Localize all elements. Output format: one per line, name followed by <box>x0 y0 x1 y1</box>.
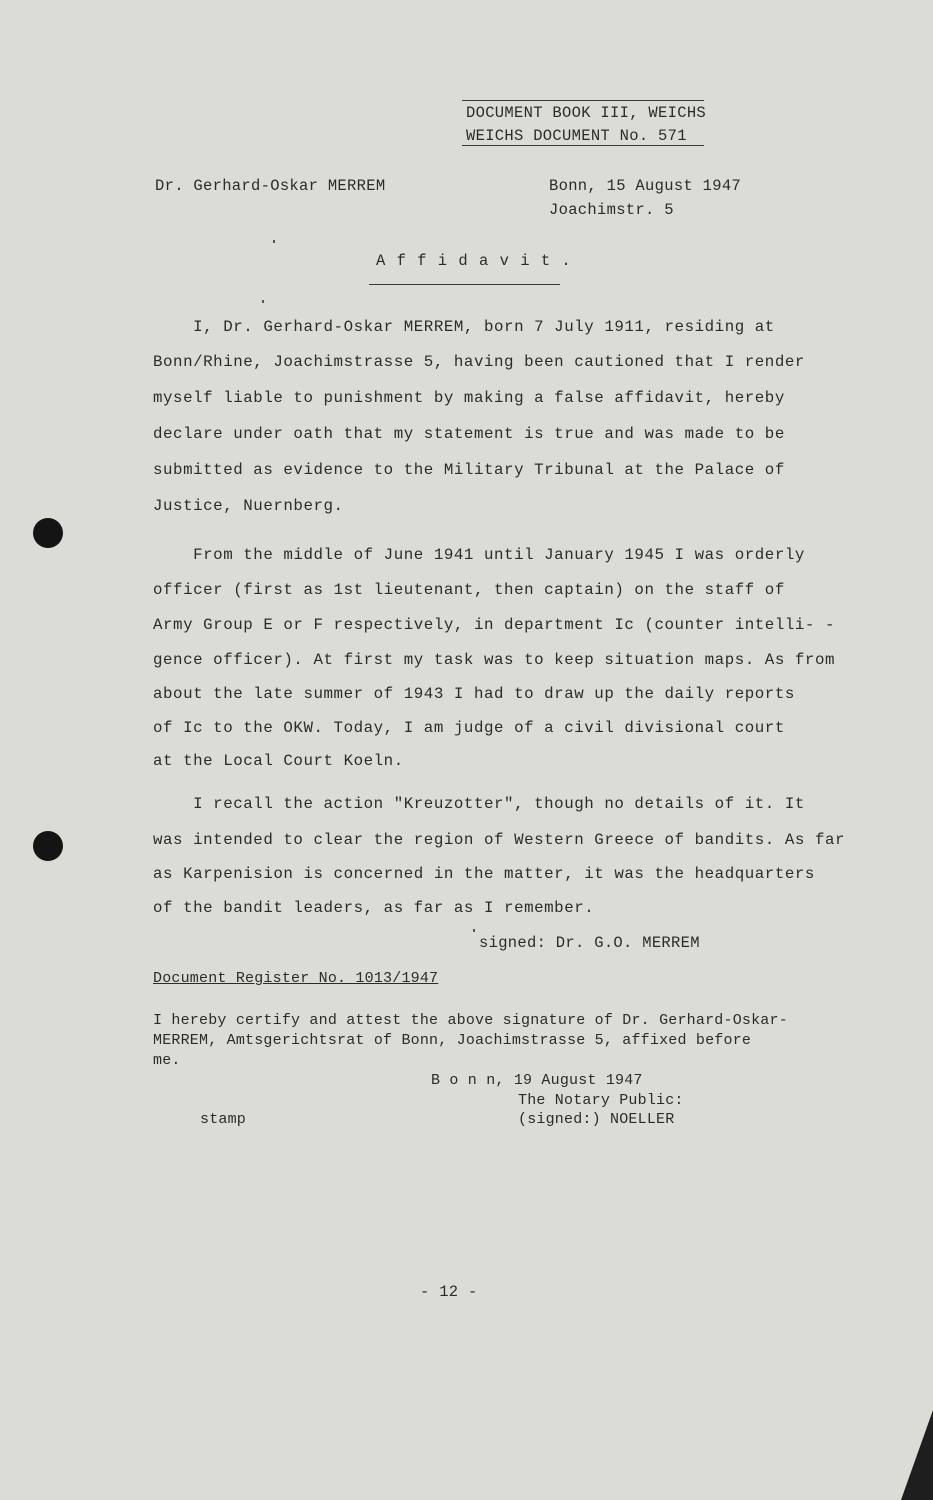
ink-speck <box>473 929 475 932</box>
signature: signed: Dr. G.O. MERREM <box>479 934 700 952</box>
paragraph-1-line: Bonn/Rhine, Joachimstrasse 5, having been cautioned that I render <box>153 353 805 371</box>
sender-name: Dr. Gerhard-Oskar MERREM <box>155 177 386 195</box>
paragraph-2-line: about the late summer of 1943 I had to draw up the daily reports <box>153 685 795 703</box>
header-top-rule <box>462 100 704 101</box>
stamp-label: stamp <box>200 1111 247 1128</box>
page-number: - 12 - <box>420 1283 478 1301</box>
ink-speck <box>273 240 275 243</box>
paragraph-1-line: Justice, Nuernberg. <box>153 497 344 515</box>
certification-line: me. <box>153 1052 181 1069</box>
paragraph-3-line: was intended to clear the region of Western Greece of bandits. As far <box>153 831 846 849</box>
paragraph-3-line: I recall the action "Kreuzotter", though no details of it. It <box>153 795 805 813</box>
document-number-line: WEICHS DOCUMENT No. 571 <box>466 127 687 145</box>
notary-signed: (signed:) NOELLER <box>518 1111 675 1128</box>
notary-place-date: B o n n, 19 August 1947 <box>431 1072 643 1089</box>
paragraph-2-line: at the Local Court Koeln. <box>153 752 404 770</box>
paragraph-2-line: Army Group E or F respectively, in department Ic (counter intelli- - <box>153 616 836 634</box>
document-register: Document Register No. 1013/1947 <box>153 970 439 987</box>
place-date: Bonn, 15 August 1947 <box>549 177 742 195</box>
paragraph-1-line: submitted as evidence to the Military Tribunal at the Palace of <box>153 461 785 479</box>
certification-line: MERREM, Amtsgerichtsrat of Bonn, Joachimstrasse 5, affixed before <box>153 1032 752 1049</box>
binder-hole-bottom <box>33 831 63 861</box>
paragraph-3-line: of the bandit leaders, as far as I remember. <box>153 899 595 917</box>
title-underline <box>369 284 560 285</box>
paragraph-2-line: officer (first as 1st lieutenant, then captain) on the staff of <box>153 581 785 599</box>
paragraph-1-line: myself liable to punishment by making a false affidavit, hereby <box>153 389 785 407</box>
document-book-line: DOCUMENT BOOK III, WEICHS <box>466 104 707 122</box>
paragraph-1-line: declare under oath that my statement is true and was made to be <box>153 425 785 443</box>
header-bottom-rule <box>462 145 704 146</box>
paragraph-1-line: I, Dr. Gerhard-Oskar MERREM, born 7 July 1911, residing at <box>153 318 775 336</box>
paragraph-3-line: as Karpenision is concerned in the matter, it was the headquarters <box>153 865 815 883</box>
street-address: Joachimstr. 5 <box>549 201 674 219</box>
paragraph-2-line: From the middle of June 1941 until January 1945 I was orderly <box>153 546 805 564</box>
page-title: A f f i d a v i t . <box>376 252 572 270</box>
binder-hole-top <box>33 518 63 548</box>
scan-corner-shadow <box>901 1410 933 1500</box>
paragraph-2-line: of Ic to the OKW. Today, I am judge of a civil divisional court <box>153 719 785 737</box>
certification-line: I hereby certify and attest the above signature of Dr. Gerhard-Oskar- <box>153 1012 788 1029</box>
ink-speck <box>262 300 264 303</box>
notary-title: The Notary Public: <box>518 1092 684 1109</box>
paragraph-2-line: gence officer). At first my task was to keep situation maps. As from <box>153 651 836 669</box>
